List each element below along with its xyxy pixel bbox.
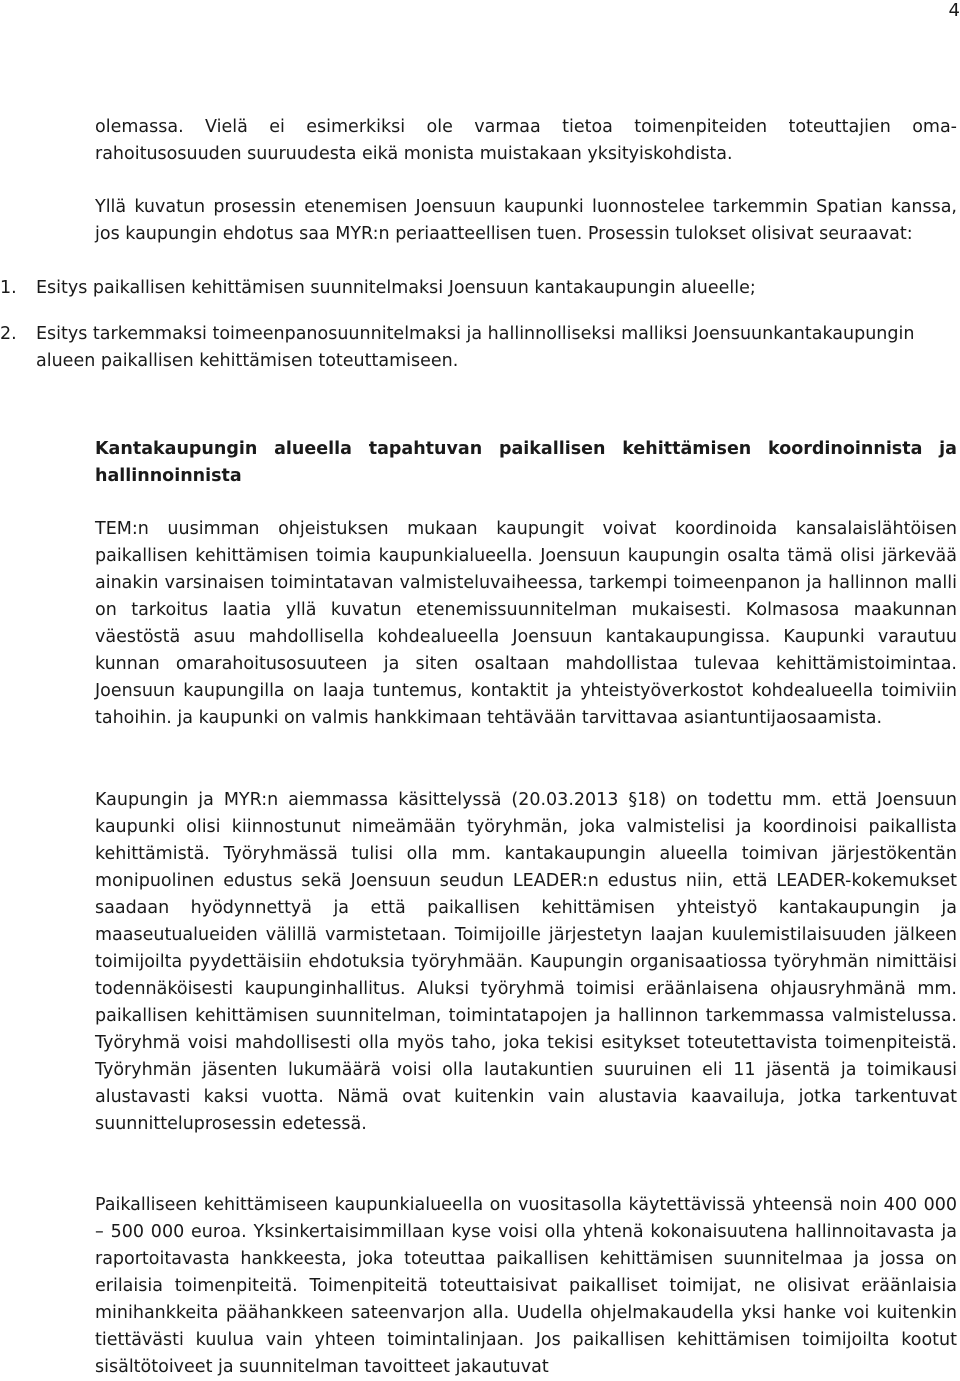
list-item [0,275,957,302]
results-list [0,275,957,375]
paragraph-text: olemassa. Vielä ei esimerkiksi ole varmaa tietoa toimenpiteiden toteuttajien oma-rahoitusosuuden suuruudesta eikä monista muistakaan yksityiskohdista. [95,117,957,164]
paragraph-text: Yllä kuvatun prosessin etenemisen Joensuun kaupunki luonnostelee tarkemmin Spatian kanssa, jos kaupungin ehdotus saa MYR:n periaatteellisen tuen. Prosessin tulokset olisivat seuraavat: [95,197,957,244]
list-item-number: 1. [0,278,17,298]
paragraph-text: Paikalliseen kehittämiseen kaupunkialueella on vuositasolla käytettävissä yhteensä noin 400 000 – 500 000 euroa. Yksinkertaisimmillaan kyse voisi olla yhtenä kokonaisuutena hallinnoitavasta ja raportoitavasta hankkeesta, joka toteuttaa paikallisen kehittämisen suunnitelmaa ja jossa on erilaisia toimenpiteitä. Toimenpiteitä toteuttaisivat paikalliset toimijat, ne olisivat eräänlaisia minihankkeita päähankkeen sateenvarjon alla. Uudella ohjelmakaudella yksi hanke voi kuitenkin tiettävästi kuulua vain yhteen toimintalinjaan. Jos paikallisen kehittämisen toimijoilta kootut sisältötoiveet ja suunnitelman tavoitteet jakautuvat [95,1195,957,1377]
paragraph-process [95,194,957,248]
paragraph-myr [95,787,957,1138]
section-heading: Kantakaupungin alueella tapahtuvan paikallisen kehittämisen koordinoinnista ja hallinnoinnista [95,439,957,486]
paragraph-funding [95,1192,957,1381]
list-item [0,321,957,375]
paragraph-text: Kaupungin ja MYR:n aiemmassa käsittelyssä (20.03.2013 §18) on todettu mm. että Joensuun kaupunki olisi kiinnostunut nimeämään työryhmän, joka valmistelisi ja koordinoisi paikallista kehittämistä. Työryhmässä tulisi olla mm. kantakaupungin alueella toimivan järjestökentän monipuolinen edustus sekä Joensuun seudun LEADER:n edustus niin, että LEADER-kokemukset saadaan hyödynnettyä ja että paikallisen kehittämisen yhteistyö kantakaupungin ja maaseutualueiden välillä varmistetaan. Toimijoille järjestetyn laajan kuulemistilaisuuden jälkeen toimijoilta pyydettäisiin ehdotuksia työryhmään. Kaupungin organisaatiossa työryhmän nimittäisi todennäköisesti kaupunginhallitus. Aluksi työryhmä toimisi eräänlaisena ohjausryhmänä mm. paikallisen kehittämisen suunnitelman, toimintatapojen ja hallinnon tarkemmassa valmistelussa. Työryhmä voisi mahdollisesti olla myös taho, joka tekisi esitykset toteutettavista toimenpiteistä. Työryhmän jäsenten lukumäärä voisi olla lautakuntien suuruinen eli 11 jäsentä ja toimikausi alustavasti kaksi vuotta. Nämä ovat kuitenkin vain alustavia kaavailuja, jotka tarkentuvat suunnitteluprosessin edetessä. [95,790,957,1134]
list-item-text: Esitys paikallisen kehittämisen suunnitelmaksi Joensuun kantakaupungin alueelle; [36,278,756,298]
list-item-number: 2. [0,324,17,344]
page-number: 4 [948,0,960,21]
paragraph-text: TEM:n uusimman ohjeistuksen mukaan kaupungit voivat koordinoida kansalaislähtöisen paikallisen kehittämisen toimia kaupunkialueella. Joensuun kaupungin osalta tämä olisi järkevää ainakin varsinaisen toimintatavan valmisteluvaiheessa, tarkempi toimeenpanon ja hallinnon malli on tarkoitus laatia yllä kuvatun etenemissuunnitelman mukaisesti. Kolmasosa maakunnan väestöstä asuu mahdollisella kohdealueella Joensuun kantakaupungissa. Kaupunki varautuu kunnan omarahoitusosuuteen ja siten osaltaan mahdollistaa tulevaa kehittämistoimintaa. Joensuun kaupungilla on laaja tuntemus, kontaktit ja yhteistyöverkostot kohdealueella toimiviin tahoihin. ja kaupunki on valmis hankkimaan tehtävään tarvittavaa asiantuntijaosaamista. [95,519,957,728]
paragraph-intro-end [95,114,957,168]
paragraph-tem [95,516,957,732]
list-item-text: Esitys tarkemmaksi toimeenpanosuunnitelmaksi ja hallinnolliseksi malliksi Joensuunkantakaupungin alueen paikallisen kehittämisen toteuttamiseen. [36,324,915,371]
